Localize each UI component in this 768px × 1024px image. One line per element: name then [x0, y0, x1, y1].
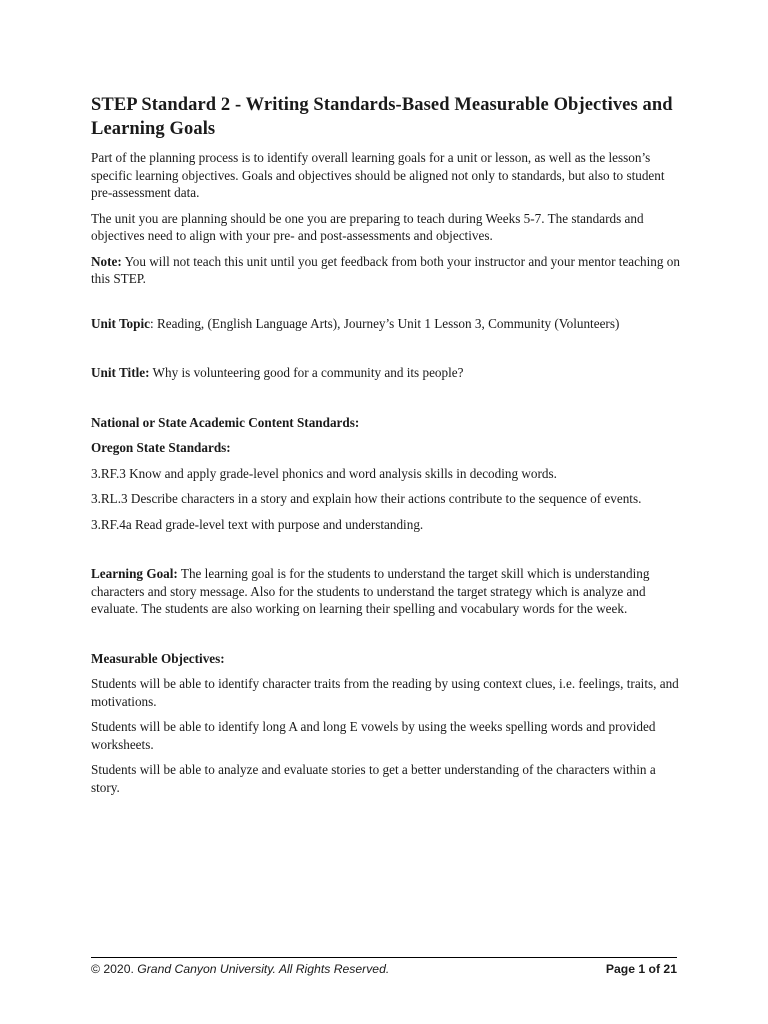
footer-divider: [91, 957, 677, 958]
copyright-symbol: © 2020.: [91, 962, 134, 976]
unit-title: [91, 364, 681, 382]
learning-goal: [91, 565, 681, 618]
standard-item: 3.RF.4a Read grade-level text with purpose and understanding.: [91, 516, 424, 532]
unit-title-value: Why is volunteering good for a community and its people?: [149, 365, 464, 380]
page-number: Page 1 of 21: [605, 962, 677, 976]
note-text: You will not teach this unit until you get feedback from both your instructor and your mentor teaching on this STEP.: [91, 253, 680, 286]
objective-item: Students will be able to identify long A and long E vowels by using the weeks spelling words and provided worksheets.: [91, 719, 656, 752]
unit-topic-colon: :: [150, 315, 154, 331]
document-title: STEP Standard 2 - Writing Standards-Based Measurable Objectives and Learning Goals: [91, 95, 673, 139]
page-content: [91, 93, 681, 804]
copyright-notice: [91, 960, 389, 978]
intro-paragraph-2: The unit you are planning should be one you are preparing to teach during Weeks 5-7. The standards and objectives need to align with your pre- and post-assessments and objectives.: [91, 210, 644, 243]
page-footer: [91, 960, 677, 978]
standard-item: 3.RF.3 Know and apply grade-level phonics and word analysis skills in decoding words.: [91, 465, 557, 481]
learning-goal-text: The learning goal is for the students to understand the target skill which is understanding characters and story message. Also for the students to understand the target strategy which is analyze and evaluate. The students are also working on learning their spelling and vocabulary words for the week.: [91, 566, 650, 616]
learning-goal-label: Learning Goal:: [91, 566, 178, 581]
unit-topic: [91, 315, 681, 333]
unit-topic-value: Reading, (English Language Arts), Journey’s Unit 1 Lesson 3, Community (Volunteers): [153, 315, 620, 331]
unit-topic-label: Unit Topic: [91, 315, 151, 331]
copyright-text: Grand Canyon University. All Rights Reserved.: [133, 962, 390, 976]
objective-item: Students will be able to analyze and evaluate stories to get a better understanding of the characters within a story.: [91, 762, 656, 795]
standards-subheading: Oregon State Standards:: [91, 440, 231, 455]
note-paragraph: [91, 253, 681, 288]
objectives-heading: Measurable Objectives:: [91, 650, 225, 666]
standards-heading: National or State Academic Content Standards:: [91, 414, 360, 430]
objective-item: Students will be able to identify character traits from the reading by using context clues, i.e. feelings, traits, and motivations.: [91, 676, 679, 709]
unit-title-label: Unit Title:: [91, 365, 150, 380]
standard-item: 3.RL.3 Describe characters in a story and explain how their actions contribute to the sequence of events.: [91, 491, 642, 506]
intro-paragraph-1: Part of the planning process is to identify overall learning goals for a unit or lesson, as well as the lesson’s specific learning objectives. Goals and objectives should be aligned not only to standards, but also to student pre-assessment data.: [91, 150, 665, 200]
note-label: Note:: [91, 253, 122, 269]
